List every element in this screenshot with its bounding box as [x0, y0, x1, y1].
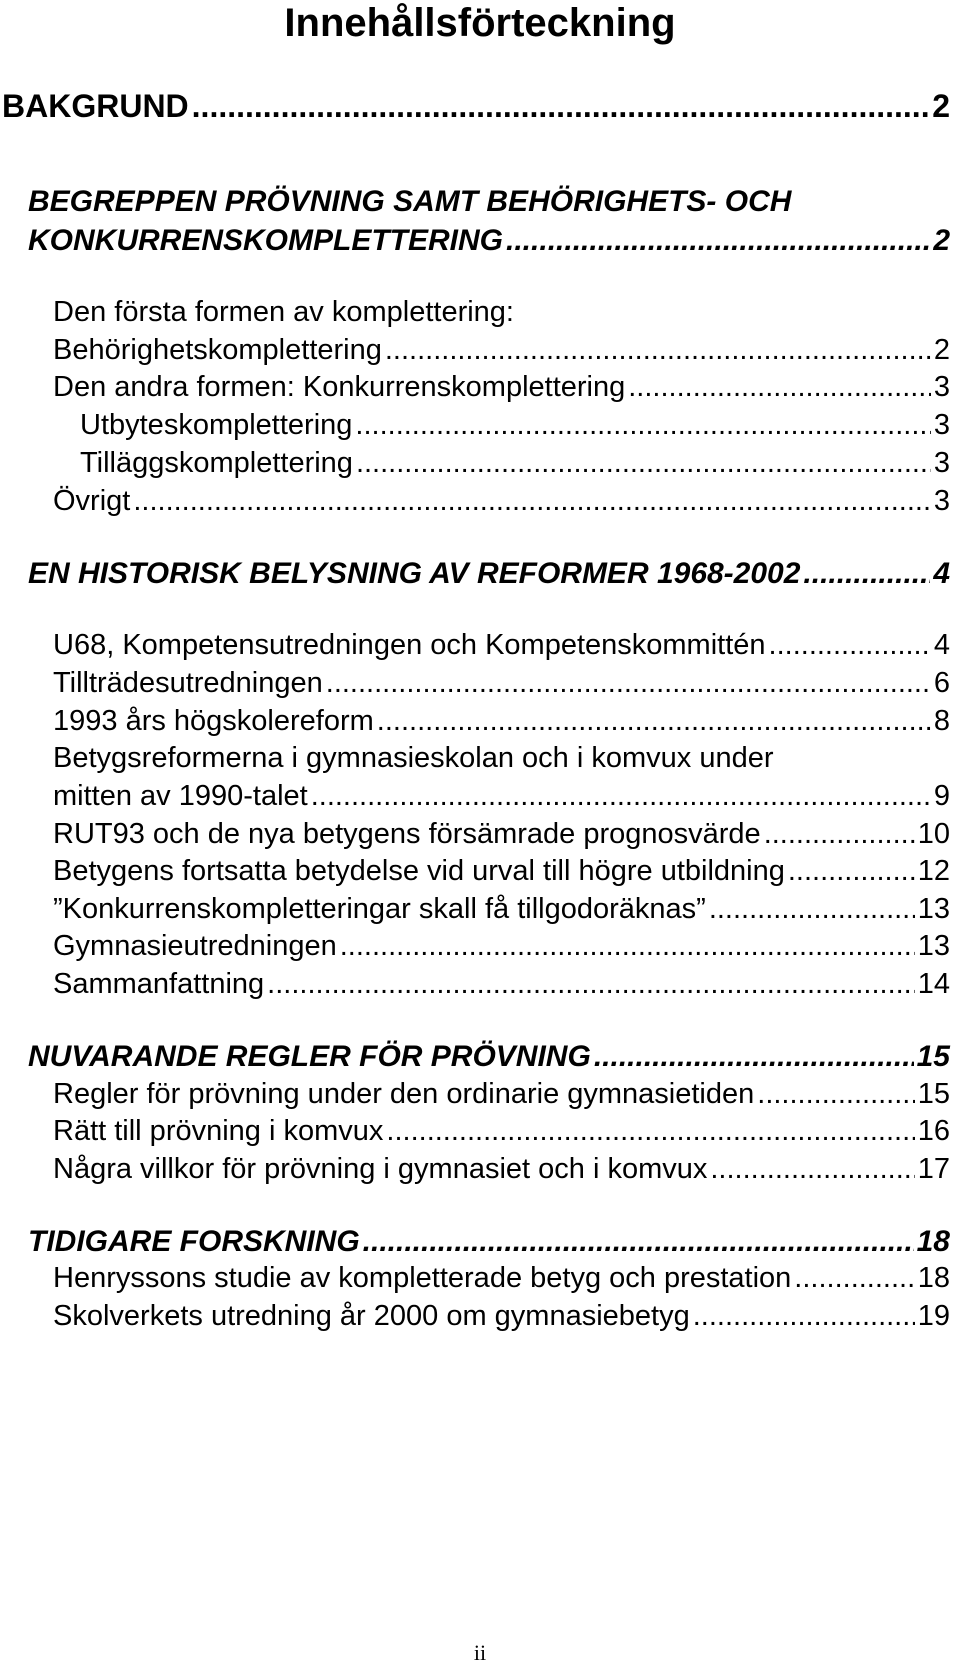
- toc-page-number: 12: [917, 855, 950, 887]
- dot-leader: [377, 705, 931, 738]
- dot-leader: [326, 667, 931, 700]
- dot-leader: [340, 930, 915, 963]
- dot-leader: [764, 818, 915, 851]
- toc-page-number: 3: [933, 371, 950, 403]
- dot-leader: [355, 409, 930, 442]
- toc-entry-label: U68, Kompetensutredningen och Kompetenskommittén: [53, 629, 766, 661]
- toc-page-number: 16: [917, 1115, 950, 1147]
- toc-entry-betygsreformerna-line1[interactable]: Betygsreformerna i gymnasieskolan och i komvux under: [53, 742, 774, 774]
- toc-entry-label: RUT93 och de nya betygens försämrade prognosvärde: [53, 818, 761, 850]
- dot-leader: [506, 224, 930, 258]
- toc-page-number: 2: [933, 334, 950, 366]
- toc-entry-label: Regler för prövning under den ordinarie gymnasietiden: [53, 1078, 755, 1110]
- toc-entry-label: Några villkor för prövning i gymnasiet och i komvux: [53, 1153, 708, 1185]
- toc-entry-hogskolereform-1993[interactable]: [53, 705, 950, 738]
- dot-leader: [311, 780, 931, 813]
- toc-entry-label: Gymnasieutredningen: [53, 930, 337, 962]
- page-title: Innehållsförteckning: [284, 1, 676, 45]
- toc-entry-label: Betygens fortsatta betydelse vid urval till högre utbildning: [53, 855, 785, 887]
- toc-entry-forsta-formen-line1[interactable]: Den första formen av komplettering:: [53, 296, 514, 328]
- toc-page-number: 2: [932, 88, 950, 124]
- toc-entry-label: mitten av 1990-talet: [53, 780, 308, 812]
- toc-entry-tidigare-forskning[interactable]: [28, 1225, 950, 1259]
- toc-entry-regler-for-provning[interactable]: [53, 1078, 950, 1111]
- dot-leader: [710, 1153, 914, 1186]
- toc-entry-label: Skolverkets utredning år 2000 om gymnasiebetyg: [53, 1300, 690, 1332]
- toc-entry-label: TIDIGARE FORSKNING: [28, 1225, 360, 1258]
- toc-page-number: 3: [933, 447, 950, 479]
- dot-leader: [363, 1225, 914, 1259]
- dot-leader: [628, 371, 931, 404]
- toc-entry-skolverkets-utredning[interactable]: [53, 1300, 950, 1333]
- toc-entry-forsta-formen[interactable]: [53, 334, 950, 367]
- dot-leader: [794, 1262, 914, 1295]
- toc-entry-label: Tilläggskomplettering: [80, 447, 353, 479]
- toc-page-number: 4: [933, 557, 950, 590]
- dot-leader: [788, 855, 915, 888]
- dot-leader: [757, 1078, 914, 1111]
- toc-entry-konkurrenskompletteringar[interactable]: [53, 893, 950, 926]
- dot-leader: [693, 1300, 915, 1333]
- toc-entry-u68[interactable]: [53, 629, 950, 662]
- toc-page-number: 18: [916, 1225, 950, 1258]
- toc-entry-label: NUVARANDE REGLER FÖR PRÖVNING: [28, 1040, 591, 1073]
- toc-entry-label: KONKURRENSKOMPLETTERING: [28, 224, 504, 257]
- dot-leader: [769, 629, 931, 662]
- toc-entry-begreppen-line1[interactable]: BEGREPPEN PRÖVNING SAMT BEHÖRIGHETS- OCH: [28, 185, 792, 218]
- dot-leader: [803, 557, 930, 591]
- toc-entry-utbyteskomplettering[interactable]: [80, 409, 950, 442]
- toc-entry-label: Behörighetskomplettering: [53, 334, 382, 366]
- toc-entry-gymnasieutredningen[interactable]: [53, 930, 950, 963]
- toc-entry-label: EN HISTORISK BELYSNING AV REFORMER 1968-2002: [28, 557, 801, 590]
- dot-leader: [594, 1040, 914, 1074]
- toc-page-number: 18: [917, 1262, 950, 1294]
- dot-leader: [356, 447, 931, 480]
- dot-leader: [385, 334, 931, 367]
- toc-entry-historisk-belysning[interactable]: [28, 557, 950, 591]
- toc-page-number: 9: [933, 780, 950, 812]
- toc-entry-andra-formen[interactable]: [53, 371, 950, 404]
- toc-page-number: 3: [933, 485, 950, 517]
- toc-page-number: 15: [916, 1040, 950, 1073]
- toc-page-number: 3: [933, 409, 950, 441]
- toc-page-number: 6: [933, 667, 950, 699]
- dot-leader: [386, 1115, 914, 1148]
- toc-entry-tillaggskomplettering[interactable]: [80, 447, 950, 480]
- dot-leader: [192, 88, 930, 125]
- toc-page-number: 13: [917, 893, 950, 925]
- toc-entry-ratt-till-provning[interactable]: [53, 1115, 950, 1148]
- toc-entry-begreppen[interactable]: [28, 224, 950, 258]
- toc-entry-label: 1993 års högskolereform: [53, 705, 374, 737]
- toc-entry-bakgrund[interactable]: [2, 88, 950, 125]
- toc-page-number: 15: [917, 1078, 950, 1110]
- toc-entry-henryssons-studie[interactable]: [53, 1262, 950, 1295]
- toc-page-number: 8: [933, 705, 950, 737]
- toc-entry-ovrigt[interactable]: [53, 485, 950, 518]
- toc-page-number: 19: [917, 1300, 950, 1332]
- toc-entry-rut93[interactable]: [53, 818, 950, 851]
- toc-entry-tilltradesutredningen[interactable]: [53, 667, 950, 700]
- toc-page-number: 17: [917, 1153, 950, 1185]
- toc-entry-label: Utbyteskomplettering: [80, 409, 353, 441]
- toc-entry-label: Den andra formen: Konkurrenskomplettering: [53, 371, 626, 403]
- toc-entry-betygsreformerna[interactable]: [53, 780, 950, 813]
- dot-leader: [709, 893, 915, 926]
- toc-page-number: 14: [917, 968, 950, 1000]
- toc-entry-nagra-villkor[interactable]: [53, 1153, 950, 1186]
- dot-leader: [267, 968, 915, 1001]
- toc-entry-nuvarande-regler[interactable]: [28, 1040, 950, 1074]
- toc-page-number: 2: [933, 224, 950, 257]
- toc-entry-label: ”Konkurrenskompletteringar skall få tillgodoräknas”: [53, 893, 706, 925]
- toc-page-number: 13: [917, 930, 950, 962]
- dot-leader: [133, 485, 931, 518]
- toc-entry-label: Tillträdesutredningen: [53, 667, 323, 699]
- toc-entry-label: Sammanfattning: [53, 968, 265, 1000]
- toc-entry-label: Övrigt: [53, 485, 131, 517]
- toc-page-number: 4: [933, 629, 950, 661]
- toc-entry-sammanfattning[interactable]: [53, 968, 950, 1001]
- toc-entry-label: BAKGRUND: [2, 88, 189, 124]
- toc-entry-betygens-fortsatta-betydelse[interactable]: [53, 855, 950, 888]
- toc-entry-label: Rätt till prövning i komvux: [53, 1115, 384, 1147]
- page-folio: ii: [473, 1640, 487, 1665]
- toc-entry-label: Henryssons studie av kompletterade betyg och prestation: [53, 1262, 792, 1294]
- toc-page-number: 10: [917, 818, 950, 850]
